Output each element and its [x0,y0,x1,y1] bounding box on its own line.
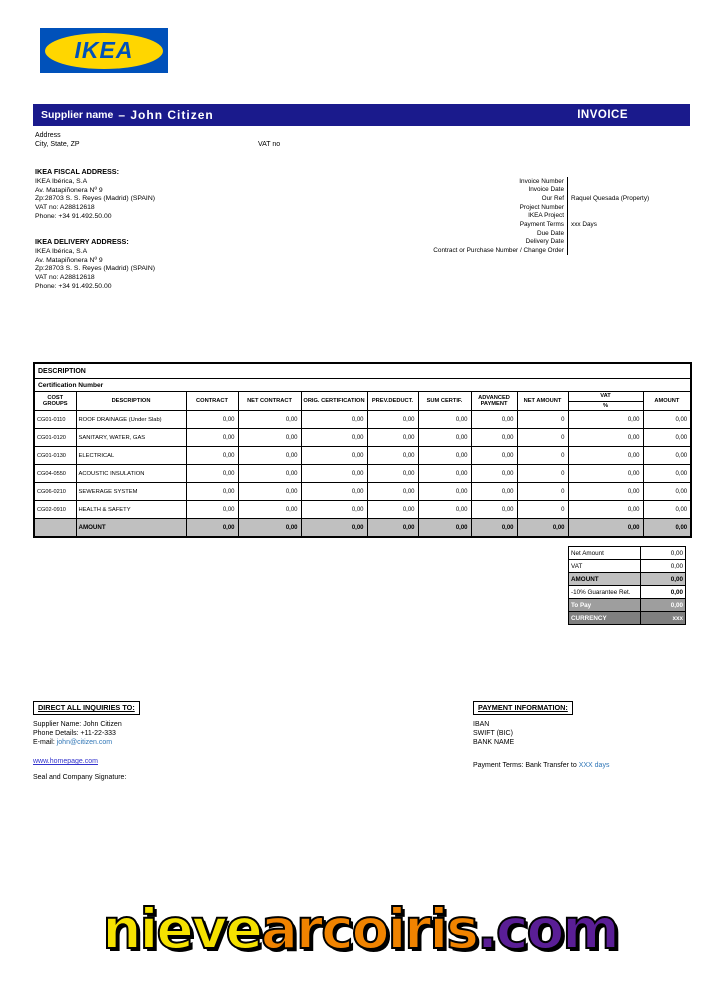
cell: 0,00 [471,465,517,483]
col-header-cost-groups: COST GROUPS [34,392,76,411]
cell: 0,00 [367,447,418,465]
guarantee-ret-label: -10% Guarantee Ret. [569,586,641,599]
to-pay-label: To Pay [569,599,641,612]
summary-box [568,546,686,625]
table-row [34,501,691,519]
cell: 0,00 [367,483,418,501]
summary-row [569,560,686,573]
supplier-name: – John Citizen [118,108,214,122]
cell: 0,00 [367,411,418,429]
payment-terms-value: xxx Days [567,220,695,229]
cell: 0,00 [568,465,643,483]
cell: 0,00 [301,429,367,447]
fiscal-line: IKEA Ibérica, S.A [35,178,88,185]
info-row [340,237,695,246]
info-row [340,177,695,186]
col-header-description: DESCRIPTION [76,392,186,411]
cell: 0,00 [301,501,367,519]
inquiries-title: DIRECT ALL INQUIRIES TO: [33,701,140,715]
total-cell: 0,00 [568,519,643,538]
amount-value: 0,00 [641,573,686,586]
cell: 0,00 [568,447,643,465]
certification-table [33,362,692,538]
contract-number-label: Contract or Purchase Number / Change Order [433,246,564,254]
cost-group-code: CG06-0210 [34,483,76,501]
cell: 0,00 [238,429,301,447]
total-cell: 0,00 [367,519,418,538]
net-amount-value: 0,00 [641,547,686,560]
cell: 0,00 [471,429,517,447]
cell: 0,00 [186,501,238,519]
cell: 0,00 [186,429,238,447]
seal-signature-label: Seal and Company Signature: [33,774,127,782]
invoice-number-value [567,177,695,186]
col-header-orig-certification: ORIG. CERTIFICATION [301,392,367,411]
col-header-vat-percent: % [568,401,643,411]
cell: 0,00 [643,501,691,519]
cell: 0,00 [643,429,691,447]
cell: 0,00 [418,411,471,429]
email-link[interactable]: john@citizen.com [56,738,113,746]
homepage-link[interactable]: www.homepage.com [33,758,98,766]
ikea-logo [40,28,168,73]
ikea-logo-ellipse [45,33,163,69]
total-cell: 0,00 [418,519,471,538]
watermark-part-nieve: nieve [102,897,261,961]
terms-days: XXX days [578,762,610,769]
table-band-description: DESCRIPTION [34,363,691,379]
our-ref-value: Raquel Quesada (Property) [567,194,695,203]
col-header-net-amount: NET AMOUNT [517,392,568,411]
fiscal-line: Phone: +34 91.492.50.00 [35,212,112,220]
swift-label: SWIFT (BIC) [473,729,513,737]
total-cell: 0,00 [471,519,517,538]
cell: 0,00 [418,447,471,465]
delivery-line: IKEA Ibérica, S.A [35,248,88,255]
cell: 0 [517,465,568,483]
summary-row [569,612,686,625]
cost-group-code: CG01-0110 [34,411,76,429]
total-spacer [34,519,76,538]
table-total-row [34,519,691,538]
watermark-part-com: .com [477,897,618,961]
delivery-line: Phone: +34 91.492.50.00 [35,282,112,290]
info-row [340,212,695,221]
cell: 0,00 [186,483,238,501]
cost-group-code: CG04-0550 [34,465,76,483]
cell: 0,00 [643,411,691,429]
cell: 0 [517,501,568,519]
cost-group-code: CG02-0910 [34,501,76,519]
cell: 0,00 [568,483,643,501]
summary-row [569,599,686,612]
contract-number-value [567,246,695,255]
total-cell: 0,00 [186,519,238,538]
ikea-logo-text: IKEA [74,37,134,63]
cell: 0,00 [238,447,301,465]
bank-name-label: BANK NAME [473,738,515,746]
delivery-address-title: IKEA DELIVERY ADDRESS: [35,237,129,246]
cell: 0,00 [418,465,471,483]
cell: 0,00 [186,447,238,465]
cell: 0 [517,447,568,465]
supplier-label: Supplier name [41,109,114,121]
net-amount-label: Net Amount [569,547,641,560]
total-cell: 0,00 [301,519,367,538]
col-header-sum-certif: SUM CERTIF. [418,392,471,411]
city-state-zip: City, State, ZP [35,141,80,148]
due-date-label: Due Date [537,229,564,237]
cell: 0,00 [367,429,418,447]
vat-value: 0,00 [641,560,686,573]
row-description: ROOF DRAINAGE (Under Slab) [76,411,186,429]
info-row [340,220,695,229]
inquiries-email-line [33,739,253,748]
cost-group-code: CG01-0130 [34,447,76,465]
total-cell: 0,00 [517,519,568,538]
terms-label: Payment Terms: Bank Transfer to [473,762,579,769]
cell: 0,00 [643,447,691,465]
cell: 0,00 [367,501,418,519]
guarantee-ret-value: 0,00 [641,586,686,599]
cell: 0,00 [568,501,643,519]
cell: 0 [517,429,568,447]
summary-row [569,573,686,586]
fiscal-line: Zp:28703 S. S. Reyes (Madrid) (SPAIN) [35,195,155,203]
table-row [34,483,691,501]
col-header-vat: VAT [568,392,643,402]
payment-title: PAYMENT INFORMATION: [473,701,573,715]
cell: 0,00 [301,465,367,483]
inquiries-supplier: Supplier Name: John Citizen [33,721,122,728]
delivery-line: Zp:28703 S. S. Reyes (Madrid) (SPAIN) [35,265,155,273]
info-row [340,229,695,238]
amount-label: AMOUNT [569,573,641,586]
invoice-info-block [340,177,695,255]
total-cell: 0,00 [238,519,301,538]
total-label: AMOUNT [76,519,186,538]
cell: 0,00 [471,447,517,465]
cell: 0,00 [186,411,238,429]
iban-label: IBAN [473,721,490,728]
invoice-title: INVOICE [577,109,628,121]
cell: 0,00 [186,465,238,483]
total-cell: 0,00 [643,519,691,538]
info-row [340,194,695,203]
cell: 0,00 [568,411,643,429]
table-row [34,411,691,429]
payment-terms-line [473,762,609,769]
col-header-net-contract: NET CONTRACT [238,392,301,411]
invoice-number-label: Invoice Number [519,177,564,185]
address-line: Address [35,132,61,139]
inquiries-section [33,697,253,781]
payment-terms-label: Payment Terms [519,221,564,229]
cell: 0,00 [643,465,691,483]
title-bar [33,104,690,126]
table-row [34,447,691,465]
invoice-date-value [567,186,695,195]
to-pay-value: 0,00 [641,599,686,612]
cost-group-code: CG01-0120 [34,429,76,447]
address-block [35,131,80,149]
vat-no-label: VAT no [258,141,281,148]
cell: 0,00 [418,483,471,501]
cell: 0,00 [238,411,301,429]
fiscal-line: VAT no: A28812618 [35,204,95,212]
delivery-date-value [567,237,695,246]
vat-label: VAT [569,560,641,573]
col-header-contract: CONTRACT [186,392,238,411]
payment-section [473,697,693,747]
row-description: HEALTH & SAFETY [76,501,186,519]
table-band-certification-number: Certification Number [34,379,691,392]
watermark [0,897,720,961]
due-date-value [567,229,695,238]
cell: 0,00 [367,465,418,483]
cell: 0,00 [418,501,471,519]
cell: 0,00 [301,483,367,501]
cell: 0,00 [238,483,301,501]
table-row [34,429,691,447]
fiscal-address [35,167,155,222]
ikea-project-label: IKEA Project [528,212,564,220]
summary-row [569,586,686,599]
delivery-line: Av. Matapiñonera Nº 9 [35,256,103,264]
email-label: E-mail: [33,738,57,746]
fiscal-address-title: IKEA FISCAL ADDRESS: [35,167,119,176]
currency-value: xxx [641,612,686,625]
col-header-amount: AMOUNT [643,392,691,411]
cell: 0,00 [568,429,643,447]
row-description: SANITARY, WATER, GAS [76,429,186,447]
inquiries-phone: Phone Details: +11-22-333 [33,729,116,737]
our-ref-label: Our Ref [541,195,564,203]
cell: 0,00 [471,501,517,519]
cell: 0 [517,411,568,429]
delivery-line: VAT no: A28812618 [35,274,95,282]
info-row [340,203,695,212]
cell: 0,00 [238,465,301,483]
cell: 0,00 [471,483,517,501]
col-header-prev-deduct: PREV.DEDUCT. [367,392,418,411]
summary-row [569,547,686,560]
col-header-advanced-payment: ADVANCED PAYMENT [471,392,517,411]
cell: 0,00 [301,447,367,465]
cell: 0 [517,483,568,501]
currency-label: CURRENCY [569,612,641,625]
row-description: SEWERAGE SYSTEM [76,483,186,501]
info-row [340,246,695,255]
cell: 0,00 [643,483,691,501]
project-number-value [567,203,695,212]
cell: 0,00 [418,429,471,447]
table-row [34,465,691,483]
delivery-date-label: Delivery Date [525,238,564,246]
info-row [340,186,695,195]
watermark-part-arcoiris: arcoiris [260,897,478,961]
cell: 0,00 [471,411,517,429]
cell: 0,00 [301,411,367,429]
row-description: ACOUSTIC INSULATION [76,465,186,483]
fiscal-line: Av. Matapiñonera Nº 9 [35,186,103,194]
cell: 0,00 [238,501,301,519]
row-description: ELECTRICAL [76,447,186,465]
delivery-address [35,237,155,292]
ikea-project-value [567,212,695,221]
invoice-date-label: Invoice Date [528,186,564,194]
project-number-label: Project Number [519,203,564,211]
